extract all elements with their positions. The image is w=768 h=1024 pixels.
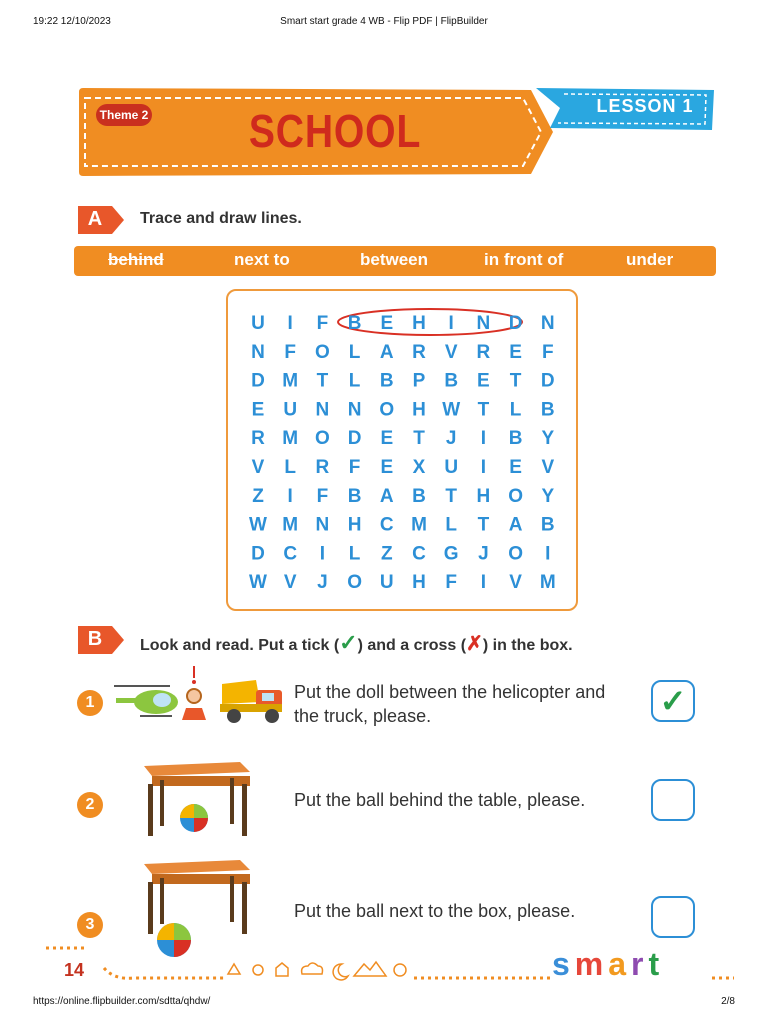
grid-letter: O [508, 485, 523, 507]
grid-letter: V [251, 457, 265, 478]
grid-letter: F [284, 341, 297, 363]
answer-box-1[interactable] [651, 680, 695, 722]
grid-letter: N [315, 399, 330, 421]
grid-letter: F [316, 485, 329, 507]
grid-letter: R [315, 457, 330, 478]
brand-logo [552, 946, 664, 983]
grid-letter: L [509, 399, 522, 421]
grid-letter: H [476, 485, 491, 507]
item-1-sentence [294, 680, 605, 728]
cross-icon: ✗ [466, 633, 483, 655]
grid-letter: U [379, 572, 394, 594]
grid-letter: H [412, 399, 426, 421]
word-in-front-of: in front of [484, 250, 564, 269]
brand-letter: r [631, 946, 649, 982]
grid-letter: V [509, 572, 522, 594]
grid-letter: B [347, 313, 362, 334]
grid-letter: P [412, 370, 426, 392]
grid-letter: U [444, 457, 459, 478]
theme-badge: Theme 2 [96, 104, 152, 126]
grid-letter: E [509, 457, 522, 478]
grid-letter: Y [541, 485, 555, 507]
grid-letter: D [251, 370, 265, 392]
sun-icon [253, 965, 263, 975]
helicopter-icon [114, 686, 178, 716]
grid-letter: A [379, 485, 394, 507]
section-a-instruction: Trace and draw lines. [140, 210, 302, 227]
grid-letter: H [347, 514, 362, 536]
moon-icon [333, 964, 348, 980]
item-2-sentence: Put the ball behind the table, please. [294, 790, 586, 810]
grid-letter: A [379, 341, 394, 363]
grid-letter: E [251, 399, 265, 421]
word-behind: behind [108, 250, 164, 269]
table-ball-behind-illustration [140, 758, 252, 838]
section-b-letter: B [87, 628, 103, 650]
grid-letter: D [251, 543, 265, 565]
item-number-1: 1 [77, 690, 103, 716]
print-header [0, 0, 768, 40]
grid-letter: O [315, 428, 330, 450]
grid-letter: B [540, 399, 555, 421]
grid-letter: B [508, 428, 523, 450]
answer-box-3[interactable] [651, 896, 695, 938]
grid-letter: D [540, 370, 555, 392]
grid-letter: R [412, 341, 426, 363]
house-icon [276, 963, 288, 976]
grid-letter: U [251, 313, 265, 334]
tick-icon: ✓ [339, 630, 358, 655]
item-number-3: 3 [77, 912, 103, 938]
word-under: under [626, 250, 674, 269]
print-datetime: 19:22 12/10/2023 [33, 16, 111, 27]
item-number-2: 2 [77, 792, 103, 818]
grid-letter: F [316, 313, 329, 334]
grid-letter: N [347, 399, 362, 421]
grid-letter: O [347, 572, 362, 594]
grid-letter: E [477, 370, 490, 392]
mountain-icon [354, 962, 386, 976]
brand-letter: a [608, 946, 632, 982]
tick-mark-icon: ✓ [659, 683, 687, 719]
grid-letter: M [282, 370, 299, 392]
flower-icon [394, 964, 406, 976]
page-title: SCHOOL [248, 105, 422, 157]
grid-letter: L [348, 543, 361, 565]
grid-letter: I [480, 572, 487, 594]
page-number: 14 [64, 960, 85, 980]
lesson-label: LESSON 1 [596, 96, 694, 116]
section-b-instruction: Look and read. Put a tick (✓) and a cross (✗) in the box. [140, 630, 573, 655]
word-between: between [360, 250, 429, 269]
grid-letter: H [412, 572, 426, 594]
grid-letter: M [411, 514, 427, 536]
answer-box-2[interactable] [651, 779, 695, 821]
doll-icon [182, 666, 206, 720]
grid-letter: W [249, 514, 267, 536]
grid-letter: J [478, 543, 489, 565]
grid-letter: F [445, 572, 458, 594]
grid-letter: O [508, 543, 523, 565]
grid-letter: W [442, 399, 461, 421]
grid-letter: I [480, 428, 487, 450]
grid-letter: I [545, 543, 551, 565]
grid-letter: J [445, 428, 457, 450]
grid-letter: Z [252, 485, 264, 507]
grid-letter: E [380, 457, 394, 478]
grid-letter: O [315, 341, 330, 363]
grid-letter: V [283, 572, 297, 594]
brand-letter: m [574, 946, 609, 982]
grid-letter: B [540, 514, 555, 536]
grid-letter: T [445, 485, 458, 507]
brand-letter: s [552, 946, 575, 982]
grid-letter: L [348, 370, 361, 392]
grid-letter: V [444, 341, 458, 363]
print-page-indicator: 2/8 [721, 996, 735, 1007]
truck-icon [220, 680, 282, 723]
grid-letter: T [509, 370, 522, 392]
grid-letter: Z [380, 543, 393, 565]
grid-letter: M [282, 428, 299, 450]
grid-letter: O [379, 399, 395, 421]
grid-letter: X [412, 457, 426, 478]
grid-letter: N [540, 313, 555, 334]
grid-letter: M [539, 572, 556, 594]
item-1-line-1: Put the doll between the helicopter and [294, 682, 606, 702]
grid-letter: E [380, 428, 394, 450]
grid-letter: A [508, 514, 523, 536]
grid-letter: I [480, 457, 487, 478]
boat-icon [228, 964, 240, 974]
cloud-icon [302, 963, 323, 974]
grid-letter: G [443, 543, 459, 565]
grid-letter: T [316, 370, 329, 392]
grid-letter: F [348, 457, 361, 478]
brand-letter: t [648, 946, 665, 982]
grid-letter: N [476, 313, 491, 334]
grid-letter: V [541, 457, 555, 478]
grid-letter: I [287, 313, 293, 334]
grid-letter: H [412, 313, 426, 334]
grid-letter: B [347, 485, 362, 507]
grid-letter: M [282, 514, 299, 536]
grid-letter: I [319, 543, 326, 565]
grid-letter: W [249, 572, 267, 594]
item-1-line-2: the truck, please. [294, 706, 432, 726]
grid-letter: C [283, 543, 298, 565]
grid-letter: E [509, 341, 522, 363]
grid-letter: T [413, 428, 425, 450]
grid-letter: L [348, 341, 361, 363]
grid-letter: L [445, 514, 458, 536]
section-a-letter: A [87, 208, 103, 230]
grid-letter: I [448, 313, 454, 334]
word-search-letters [226, 289, 578, 611]
grid-letter: R [476, 341, 491, 363]
table-icon [144, 860, 250, 934]
grid-letter: N [251, 341, 265, 363]
print-footer [0, 992, 768, 1024]
grid-letter: N [315, 514, 330, 536]
grid-letter: D [508, 313, 523, 334]
grid-letter: E [380, 313, 394, 334]
grid-letter: D [347, 428, 362, 450]
word-next-to: next to [234, 250, 290, 269]
grid-letter: B [379, 370, 394, 392]
ball-icon [180, 804, 208, 832]
grid-letter: Y [541, 428, 555, 450]
grid-letter: F [541, 341, 554, 363]
grid-letter: J [317, 572, 328, 594]
print-url: https://online.flipbuilder.com/sdtta/qhdw/ [33, 996, 211, 1007]
grid-letter: B [444, 370, 459, 392]
print-title: Smart start grade 4 WB - Flip PDF | FlipBuilder [280, 16, 488, 27]
grid-letter: L [284, 457, 297, 478]
grid-letter: I [287, 485, 293, 507]
found-word-circle [338, 309, 522, 335]
grid-letter: T [477, 514, 490, 536]
helicopter-doll-truck-illustration [110, 664, 290, 726]
grid-letter: C [412, 543, 426, 565]
item-3-sentence: Put the ball next to the box, please. [294, 901, 576, 921]
grid-letter: C [379, 514, 394, 536]
grid-letter: T [477, 399, 490, 421]
grid-letter: U [283, 399, 298, 421]
grid-letter: R [251, 428, 265, 450]
grid-letter: B [412, 485, 426, 507]
